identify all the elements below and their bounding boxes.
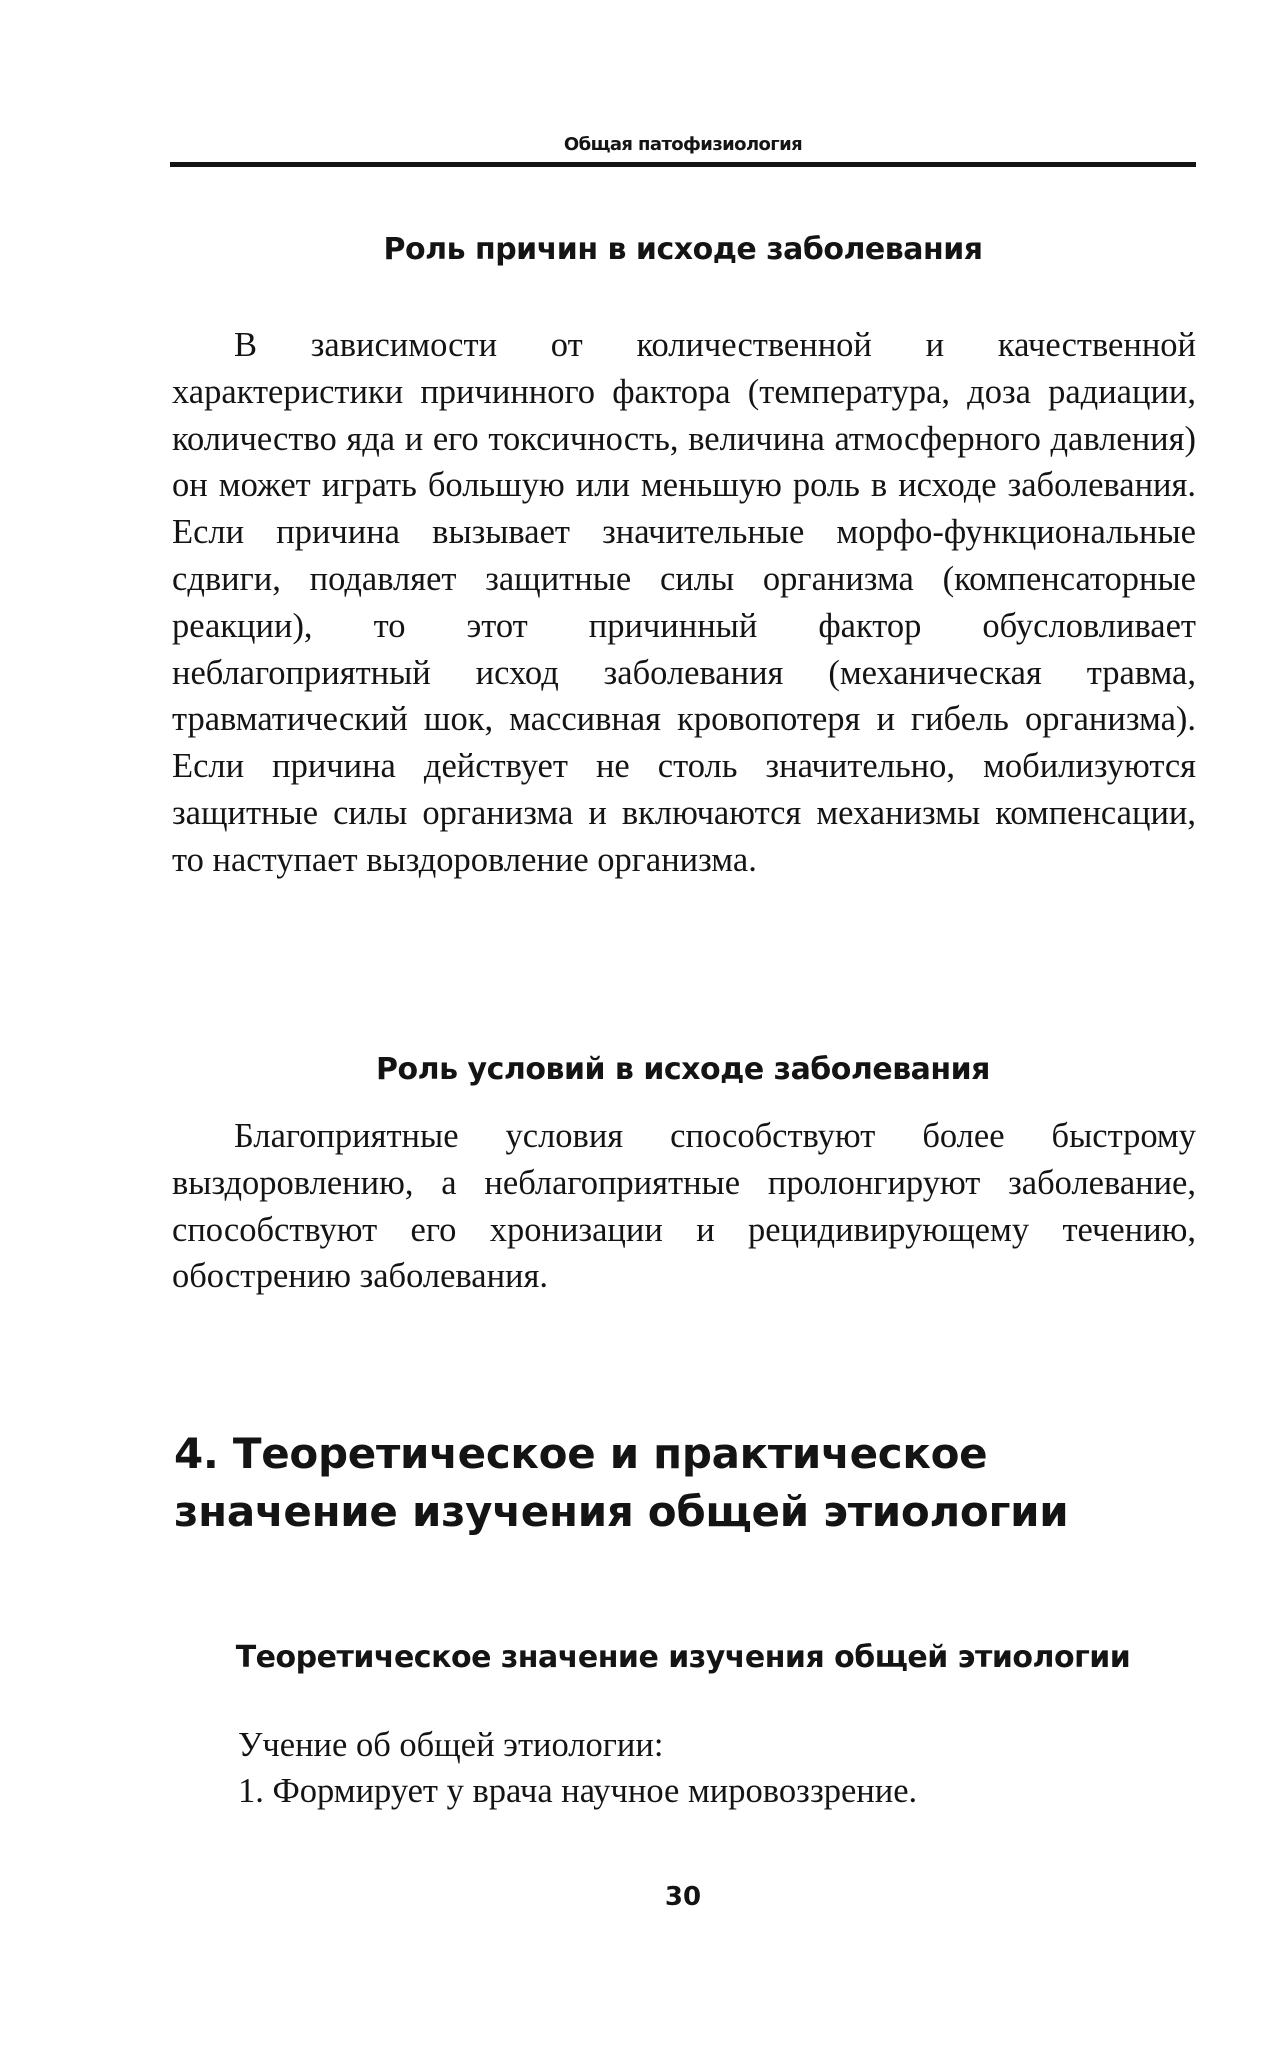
section-heading-causes: Роль причин в исходе заболевания <box>383 232 983 267</box>
list-item: 1. Формирует у врача научное мировоззрение. <box>238 1772 918 1810</box>
section-heading-conditions: Роль условий в исходе заболевания <box>376 1052 990 1087</box>
header-rule <box>170 162 1196 167</box>
paragraph-causes: В зависимости от количественной и качественной характеристики причинного фактора (температура, доза радиации, количество яда и его токсичность, величина атмосферного давления) он может играть большую или меньшую роль в исходе заболевания. Если причина вызывает значительные морфо-функциональные сдвиги, подавляет защитные силы организма (компенсаторные реакции), то этот причинный фактор обусловливает неблагоприятный исход заболевания (механическая травма, травматический шок, массивная кровопотеря и гибель организма). Если причина действует не столь значительно, мобилизуются защитные силы организма и включаются механизмы компенсации, то наступает выздоровление организма. <box>172 326 1196 879</box>
list-intro: Учение об общей этиологии: <box>238 1726 664 1764</box>
page-number: 30 <box>664 1882 702 1912</box>
subsection-heading: Теоретическое значение изучения общей этиологии <box>235 1640 1131 1675</box>
paragraph-conditions: Благоприятные условия способствуют более быстрому выздоровлению, а неблагоприятные пролонгируют заболевание, способствуют его хронизации и рецидивирующему течению, обострению заболевания. <box>172 1117 1196 1296</box>
chapter-heading: 4. Теоретическое и практическое значение изучения общей этиологии <box>174 1429 1069 1536</box>
running-head: Общая патофизиология <box>563 134 803 155</box>
